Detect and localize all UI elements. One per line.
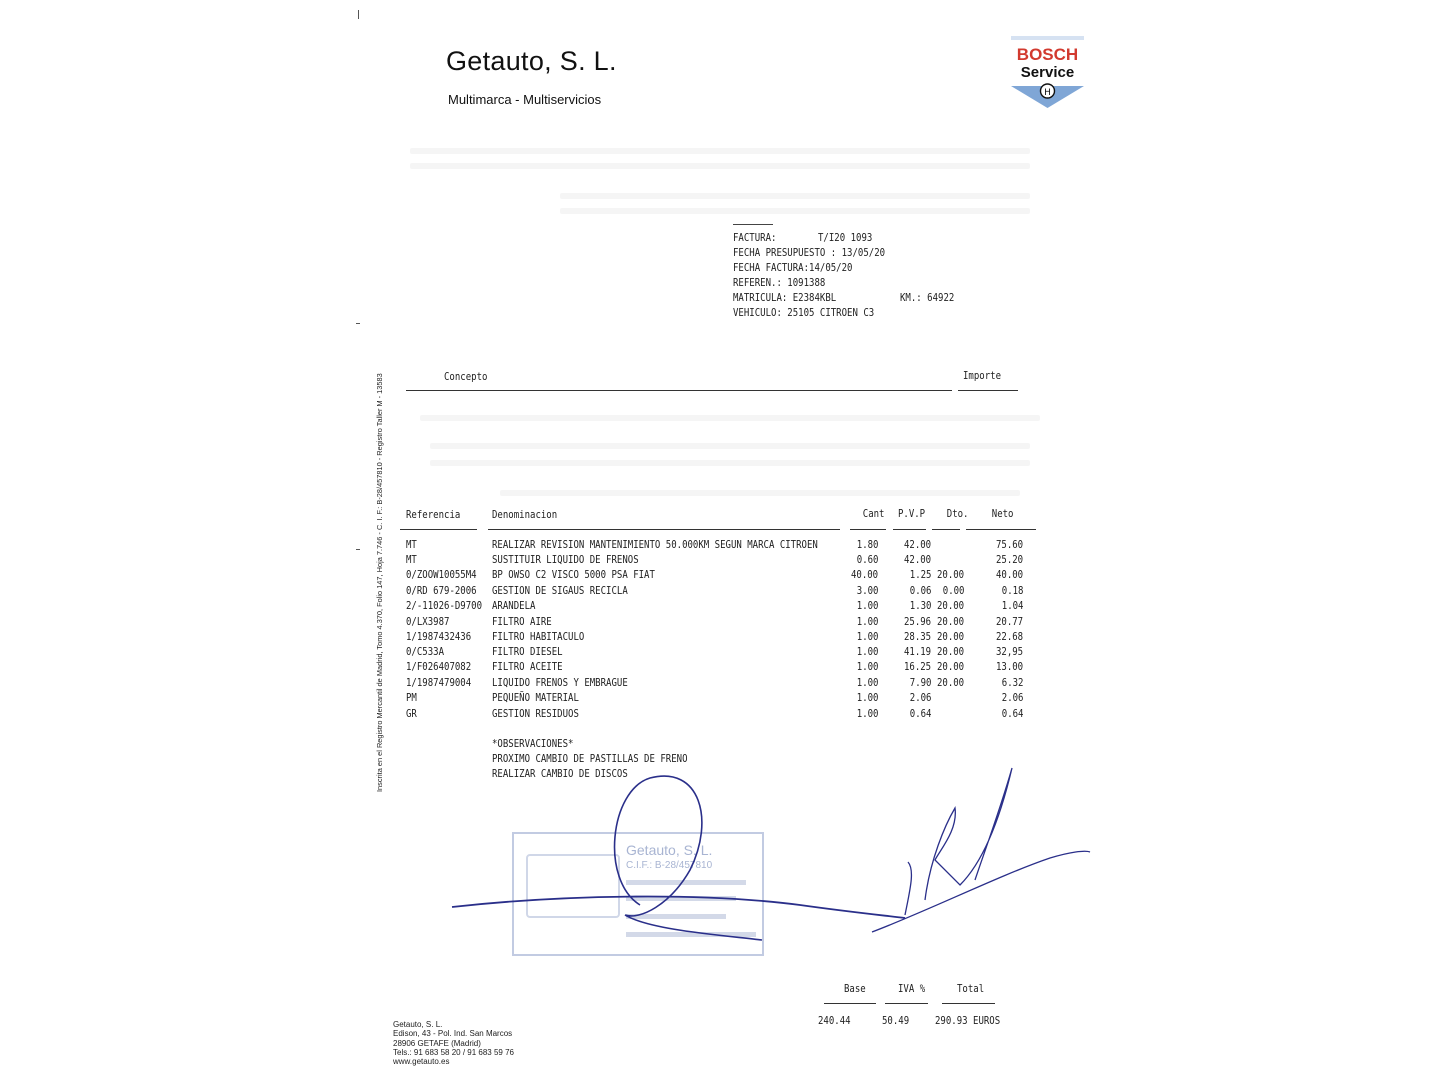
item-pvp: 7.90 bbox=[909, 676, 931, 689]
item-cant: 1.80 bbox=[856, 538, 878, 551]
item-dto: 20.00 bbox=[936, 568, 964, 581]
item-desc: LIQUIDO FRENOS Y EMBRAGUE bbox=[492, 676, 628, 689]
item-desc: ARANDELA bbox=[492, 599, 536, 612]
item-dto: 0.00 bbox=[942, 584, 964, 597]
divider bbox=[885, 1003, 928, 1004]
logo-brand: BOSCH bbox=[1016, 45, 1079, 64]
item-pvp: 42.00 bbox=[903, 553, 931, 566]
item-pvp: 0.64 bbox=[909, 707, 931, 720]
item-pvp: 41.19 bbox=[903, 645, 931, 658]
item-cant: 40.00 bbox=[850, 568, 878, 581]
item-neto: 40.00 bbox=[995, 568, 1023, 581]
item-desc: FILTRO HABITACULO bbox=[492, 630, 585, 643]
item-desc: PEQUEÑO MATERIAL bbox=[492, 691, 579, 704]
item-ref: GR bbox=[406, 707, 417, 720]
scan-mark bbox=[356, 549, 360, 550]
item-cant: 0.60 bbox=[856, 553, 878, 566]
observaciones-line-2: REALIZAR CAMBIO DE DISCOS bbox=[492, 767, 628, 780]
base-value: 240.44 bbox=[818, 1014, 851, 1027]
logo-service: Service bbox=[1020, 64, 1075, 81]
item-pvp: 2.06 bbox=[909, 691, 931, 704]
footer-phones: Tels.: 91 683 58 20 / 91 683 59 76 bbox=[393, 1047, 514, 1057]
item-ref: 1/1987479004 bbox=[406, 676, 472, 689]
item-cant: 1.00 bbox=[856, 660, 878, 673]
item-dto: 20.00 bbox=[936, 645, 964, 658]
vehiculo: VEHICULO: 25105 CITROEN C3 bbox=[733, 306, 875, 319]
item-ref: 1/1987432436 bbox=[406, 630, 472, 643]
divider bbox=[942, 1003, 995, 1004]
item-cant: 1.00 bbox=[856, 615, 878, 628]
iva-value: 50.49 bbox=[882, 1014, 910, 1027]
item-neto: 2.06 bbox=[1001, 691, 1023, 704]
item-pvp: 28.35 bbox=[903, 630, 931, 643]
col-cant: Cant bbox=[862, 507, 884, 520]
svg-text:H: H bbox=[1044, 88, 1051, 98]
item-ref: MT bbox=[406, 553, 417, 566]
factura-label: FACTURA: bbox=[733, 231, 777, 244]
item-ref: 0/RD 679-2006 bbox=[406, 584, 477, 597]
importe-header: Importe bbox=[963, 369, 1002, 382]
item-dto: 20.00 bbox=[936, 660, 964, 673]
concepto-header: Concepto bbox=[444, 370, 488, 383]
item-cant: 1.00 bbox=[856, 676, 878, 689]
stamp-name: Getauto, S. L. bbox=[626, 842, 713, 858]
scan-mark bbox=[358, 10, 359, 19]
item-pvp: 1.25 bbox=[909, 568, 931, 581]
item-cant: 1.00 bbox=[856, 645, 878, 658]
base-label: Base bbox=[844, 982, 866, 995]
col-pvp: P.V.P bbox=[897, 507, 925, 520]
item-cant: 1.00 bbox=[856, 630, 878, 643]
registry-sidebar: Inscrita en el Registro Mercantil de Madrid, Tomo 4.370, Folio 147, Hoja 7.746 - C. I. F.: B-28/457810 - Registro Taller M - 13583 bbox=[375, 373, 384, 792]
col-dto: Dto. bbox=[946, 507, 968, 520]
item-neto: 22.68 bbox=[995, 630, 1023, 643]
item-pvp: 16.25 bbox=[903, 660, 931, 673]
footer-street: Edison, 43 - Pol. Ind. San Marcos bbox=[393, 1029, 513, 1039]
referencia-number: REFEREN.: 1091388 bbox=[733, 276, 826, 289]
item-ref: 2/-11026-D9700 bbox=[406, 599, 483, 612]
footer-address bbox=[393, 1020, 514, 1066]
item-pvp: 1.30 bbox=[909, 599, 931, 612]
item-neto: 0.64 bbox=[1001, 707, 1023, 720]
item-dto: 20.00 bbox=[936, 615, 964, 628]
item-desc: SUSTITUIR LIQUIDO DE FRENOS bbox=[492, 553, 639, 566]
item-desc: GESTION RESIDUOS bbox=[492, 707, 579, 720]
item-pvp: 0.06 bbox=[909, 584, 931, 597]
col-denominacion: Denominacion bbox=[492, 508, 558, 521]
item-ref: 1/F026407082 bbox=[406, 660, 472, 673]
fecha-presupuesto: FECHA PRESUPUESTO : 13/05/20 bbox=[733, 246, 886, 259]
item-cant: 3.00 bbox=[856, 584, 878, 597]
item-desc: FILTRO AIRE bbox=[492, 615, 552, 628]
item-ref: 0/LX3987 bbox=[406, 615, 450, 628]
item-cant: 1.00 bbox=[856, 599, 878, 612]
col-referencia: Referencia bbox=[406, 508, 461, 521]
item-neto: 75.60 bbox=[995, 538, 1023, 551]
footer-website: www.getauto.es bbox=[393, 1057, 450, 1067]
item-dto: 20.00 bbox=[936, 599, 964, 612]
item-desc: FILTRO DIESEL bbox=[492, 645, 563, 658]
scan-mark bbox=[356, 323, 360, 324]
stamp-line: C.I.F.: B-28/457810 bbox=[626, 860, 713, 871]
item-neto: 20.77 bbox=[995, 615, 1023, 628]
item-neto: 25.20 bbox=[995, 553, 1023, 566]
company-tagline: Multimarca - Multiservicios bbox=[448, 92, 602, 107]
footer-company: Getauto, S. L. bbox=[393, 1020, 443, 1029]
item-ref: 0/C533A bbox=[406, 645, 445, 658]
fecha-factura: FECHA FACTURA:14/05/20 bbox=[733, 261, 853, 274]
item-ref: MT bbox=[406, 538, 417, 551]
item-desc: BP OWSO C2 VISCO 5000 PSA FIAT bbox=[492, 568, 655, 581]
company-name: Getauto, S. L. bbox=[446, 46, 617, 76]
item-neto: 32,95 bbox=[995, 645, 1023, 658]
item-dto: 20.00 bbox=[936, 630, 964, 643]
item-cant: 1.00 bbox=[856, 707, 878, 720]
kilometraje: KM.: 64922 bbox=[900, 291, 955, 304]
item-ref: PM bbox=[406, 691, 417, 704]
matricula: MATRICULA: E2384KBL bbox=[733, 291, 837, 304]
observaciones-title: *OBSERVACIONES* bbox=[492, 737, 574, 750]
item-desc: GESTION DE SIGAUS RECICLA bbox=[492, 584, 628, 597]
item-pvp: 42.00 bbox=[903, 538, 931, 551]
footer-city: 28906 GETAFE (Madrid) bbox=[393, 1038, 481, 1048]
observaciones-line-1: PROXIMO CAMBIO DE PASTILLAS DE FRENO bbox=[492, 752, 688, 765]
item-dto: 20.00 bbox=[936, 676, 964, 689]
col-neto: Neto bbox=[991, 507, 1013, 520]
item-cant: 1.00 bbox=[856, 691, 878, 704]
item-desc: FILTRO ACEITE bbox=[492, 660, 563, 673]
item-pvp: 25.96 bbox=[903, 615, 931, 628]
iva-label: IVA % bbox=[898, 982, 926, 995]
item-ref: 0/ZOOW10055M4 bbox=[406, 568, 477, 581]
total-value: 290.93 EUROS bbox=[935, 1014, 1001, 1027]
item-desc: REALIZAR REVISION MANTENIMIENTO 50.000KM SEGUN MARCA CITROEN bbox=[492, 538, 818, 551]
item-neto: 1.04 bbox=[1001, 599, 1023, 612]
item-neto: 0.18 bbox=[1001, 584, 1023, 597]
factura-value: T/I20 1093 bbox=[818, 231, 873, 244]
divider bbox=[824, 1003, 876, 1004]
item-neto: 13.00 bbox=[995, 660, 1023, 673]
item-neto: 6.32 bbox=[1001, 676, 1023, 689]
total-label: Total bbox=[957, 982, 985, 995]
